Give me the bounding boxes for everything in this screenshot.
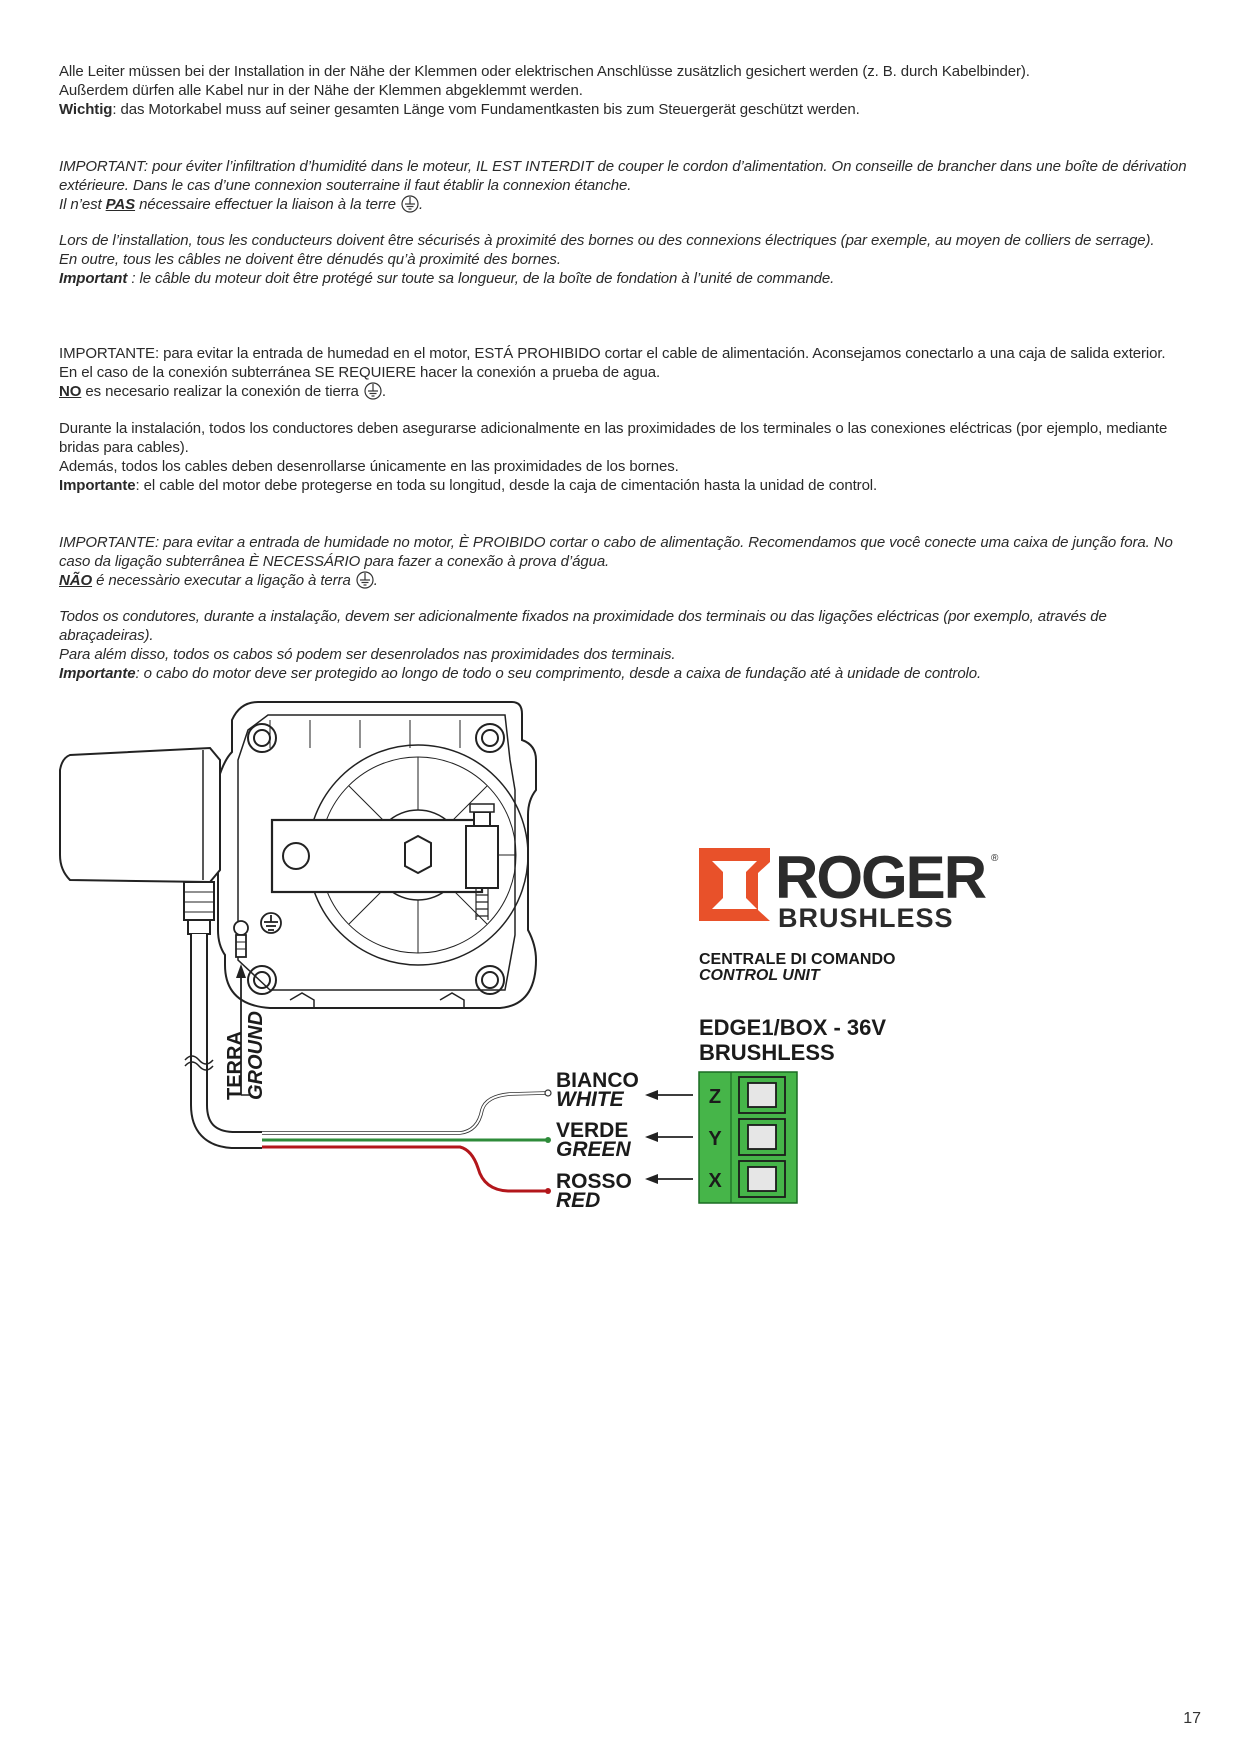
terminal-z: Z xyxy=(708,1086,722,1108)
french-warning: IMPORTANT: pour éviter l’infiltration d’humidité dans le moteur, IL EST INTERDIT de couper le cordon d’alimentation. On conseille de brancher dans une boîte de dérivation extérieure. Dans le cas d’une connexion souterraine il faut établir la connexion étanche. xyxy=(59,158,1187,194)
spanish-important xyxy=(59,476,1187,495)
spanish-warning: IMPORTANTE: para evitar la entrada de humedad en el motor, ESTÁ PROHIBIDO cortar el cable de alimentación. Aconsejamos conectarlo a una caja de salida exterior. En el caso de la conexión subterránea SE REQUIERE hacer la conexión a prueba de agua. xyxy=(59,345,1166,381)
spanish-install-section xyxy=(59,419,1187,495)
german-line-1: Alle Leiter müssen bei der Installation in der Nähe der Klemmen oder elektrischen Anschlüsse zusätzlich gesichert werden (z. B. durch Kabelbinder). xyxy=(59,63,1030,80)
spanish-ground-emphasis: NO xyxy=(59,383,82,400)
french-ground-note: Il n’est PAS nécessaire effectuer la liaison à la terre . xyxy=(59,196,424,213)
french-ground-suffix: nécessaire effectuer la liaison à la terre xyxy=(135,196,396,213)
motor-illustration xyxy=(218,702,536,1008)
portuguese-important-label: Importante xyxy=(59,665,136,682)
logo-registered: ® xyxy=(991,853,999,864)
spanish-install-line-1: Durante la instalación, todos los conductores deben asegurarse adicionalmente en las proximidades de los terminales o las conexiones eléctricas (por ejemplo, mediante bridas para cables). xyxy=(59,420,1168,456)
spanish-important-text: : el cable del motor debe protegerse en toda su longitud, desde la caja de cimentación hasta la unidad de control. xyxy=(135,477,878,494)
portuguese-warning: IMPORTANTE: para evitar a entrada de humidade no motor, È PROIBIDO cortar o cabo de alimentação. Recomendamos que você conecte uma caixa de junção fora. No caso da ligação subterrânea È NECESSÁRIO para fazer a conexão à prova d’água. xyxy=(59,534,1173,570)
wire-label-green-en: GREEN xyxy=(556,1138,631,1161)
terminal-x: X xyxy=(708,1170,722,1192)
german-important-label: Wichtig xyxy=(59,101,113,118)
terminal-arrows xyxy=(645,1090,693,1184)
control-unit-label-it: CENTRALE DI COMANDO xyxy=(699,951,896,968)
wire-label-red-en: RED xyxy=(556,1189,601,1212)
ground-label-english: GROUND xyxy=(245,1011,267,1100)
portuguese-install-section xyxy=(59,607,1187,683)
motor-cable-housing xyxy=(60,748,220,934)
terminal-y: Y xyxy=(708,1128,722,1150)
french-important xyxy=(59,269,1187,288)
german-section xyxy=(59,62,1187,119)
ground-label-italian: TERRA xyxy=(224,1031,246,1100)
wire-label-green-it: VERDE xyxy=(556,1119,629,1142)
earth-ground-icon xyxy=(401,195,419,213)
spanish-warning-section xyxy=(59,344,1187,401)
german-line-2: Außerdem dürfen alle Kabel nur in der Nähe der Klemmen abgeklemmt werden. xyxy=(59,82,583,99)
earth-ground-icon xyxy=(356,571,374,589)
portuguese-ground-emphasis: NÃO xyxy=(59,572,93,589)
wire-label-white-en: WHITE xyxy=(556,1088,624,1111)
spanish-ground-note: NO es necesario realizar la conexión de tierra . xyxy=(59,383,386,400)
portuguese-warning-section xyxy=(59,533,1187,590)
wire-label-red-it: ROSSO xyxy=(556,1170,632,1193)
spanish-ground-suffix: es necesario realizar la conexión de tierra xyxy=(81,383,359,400)
german-important-text: : das Motorkabel muss auf seiner gesamten Länge vom Fundamentkasten bis zum Steuergerät geschützt werden. xyxy=(112,101,860,118)
portuguese-important xyxy=(59,664,1187,683)
roger-logo xyxy=(699,844,999,933)
german-important xyxy=(59,100,1187,119)
french-ground-prefix: Il n’est xyxy=(59,196,106,213)
portuguese-important-text: : o cabo do motor deve ser protegido ao longo de todo o seu comprimento, desde a caixa de fundação até à unidade de controlo. xyxy=(135,665,982,682)
french-install-line-2: En outre, tous les câbles ne doivent être dénudés qu’à proximité des bornes. xyxy=(59,251,561,268)
control-unit-label-en: CONTROL UNIT xyxy=(699,967,820,984)
wire-green xyxy=(262,1137,551,1143)
french-important-text: : le câble du moteur doit être protégé sur toute sa longueur, de la boîte de fondation à l’unité de commande. xyxy=(127,270,835,287)
spanish-important-label: Importante xyxy=(59,477,136,494)
french-warning-section xyxy=(59,157,1187,214)
logo-sub-text: BRUSHLESS xyxy=(778,903,954,933)
french-install-line-1: Lors de l’installation, tous les conducteurs doivent être sécurisés à proximité des bornes ou des connexions électriques (par exemple, au moyen de colliers de serrage). xyxy=(59,232,1155,249)
model-line-2: BRUSHLESS xyxy=(699,1040,835,1065)
french-important-label: Important xyxy=(59,270,128,287)
model-line-1: EDGE1/BOX - 36V xyxy=(699,1015,887,1040)
wire-white xyxy=(262,1090,551,1133)
portuguese-install-line-2: Para além disso, todos os cabos só podem ser desenrolados nas proximidades dos terminais. xyxy=(59,646,676,663)
earth-ground-icon xyxy=(364,382,382,400)
terminal-block xyxy=(699,1072,797,1203)
wire-red xyxy=(262,1147,551,1194)
page-number: 17 xyxy=(1183,1710,1201,1727)
wire-label-white-it: BIANCO xyxy=(556,1069,639,1092)
french-ground-emphasis: PAS xyxy=(105,196,136,213)
portuguese-install-line-1: Todos os condutores, durante a instalação, devem ser adicionalmente fixados na proximidade dos terminais ou das ligações eléctricas (por exemplo, através de abraçadeiras). xyxy=(59,608,1107,644)
wiring-diagram xyxy=(0,690,1241,1250)
portuguese-ground-note: NÃO é necessàrio executar a ligação à terra . xyxy=(59,572,378,589)
spanish-install-line-2: Además, todos los cables deben desenrollarse únicamente en las proximidades de los bornes. xyxy=(59,458,679,475)
logo-main-text: ROGER xyxy=(775,844,986,911)
french-install-section xyxy=(59,231,1187,288)
portuguese-ground-suffix: é necessàrio executar a ligação à terra xyxy=(92,572,351,589)
